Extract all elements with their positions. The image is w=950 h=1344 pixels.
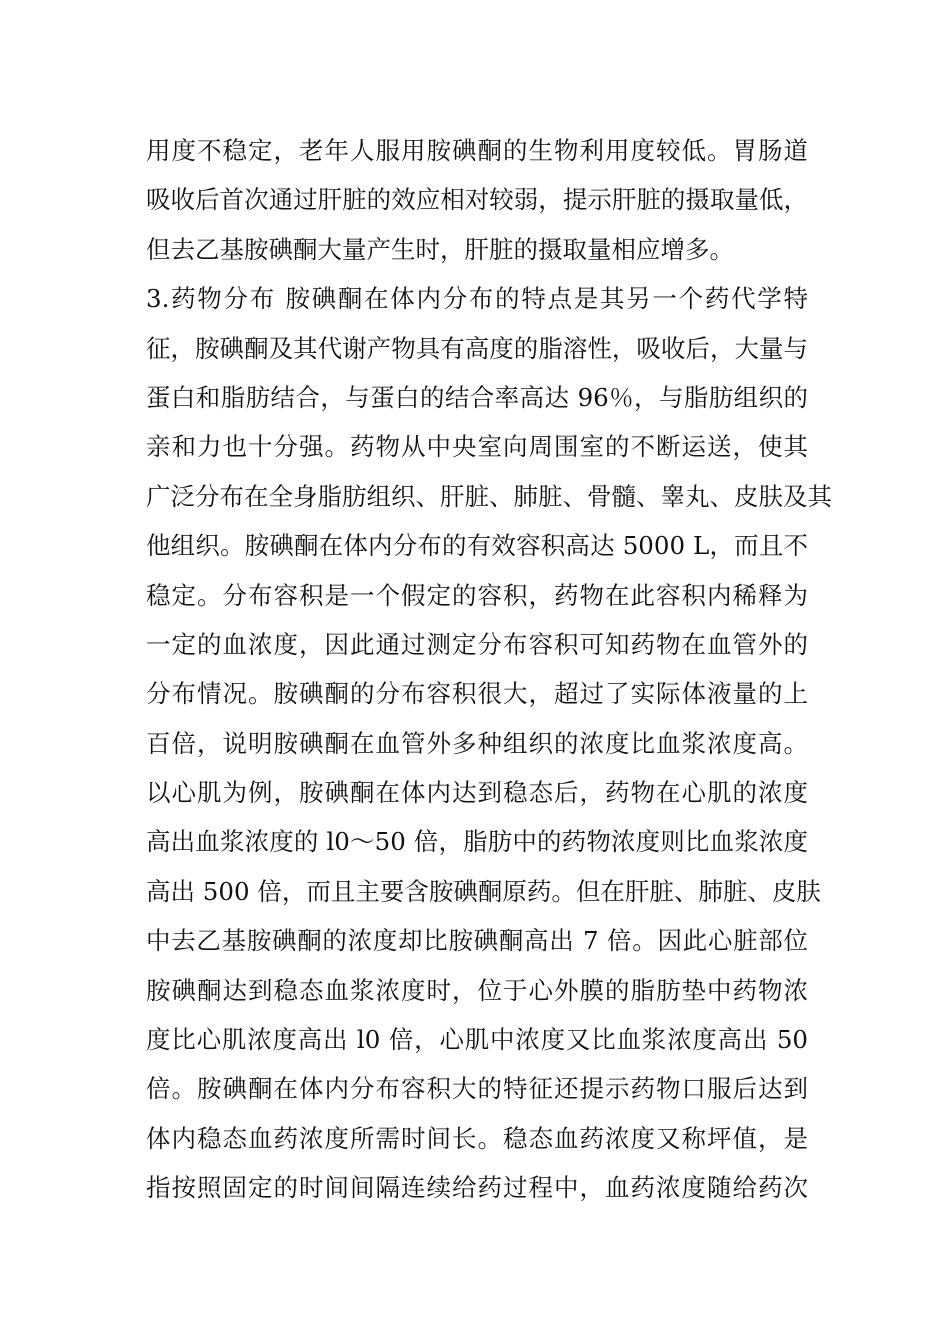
- text-line: 征，胺碘酮及其代谢产物具有高度的脂溶性，吸收后，大量与: [146, 333, 808, 363]
- text-line: 他组织。胺碘酮在体内分布的有效容积高达 5000 L，而且不: [146, 531, 808, 561]
- text-line: 广泛分布在全身脂肪组织、肝脏、肺脏、骨髓、睾丸、皮肤及其: [146, 481, 832, 511]
- text-line: 蛋白和脂肪结合，与蛋白的结合率高达 96％，与脂肪组织的: [146, 382, 808, 412]
- text-line: 中去乙基胺碘酮的浓度却比胺碘酮高出 7 倍。因此心脏部位: [146, 926, 808, 956]
- text-line: 高出 500 倍，而且主要含胺碘酮原药。但在肝脏、肺脏、皮肤: [146, 876, 821, 906]
- text-line: 但去乙基胺碘酮大量产生时，肝脏的摄取量相应增多。: [146, 234, 734, 264]
- text-line: 分布情况。胺碘酮的分布容积很大，超过了实际体液量的上: [146, 679, 808, 709]
- text-line: 胺碘酮达到稳态血浆浓度时，位于心外膜的脂肪垫中药物浓: [146, 975, 808, 1005]
- text-line: 度比心肌浓度高出 l0 倍，心肌中浓度又比血浆浓度高出 50: [146, 1025, 808, 1055]
- text-line: 吸收后首次通过肝脏的效应相对较弱，提示肝脏的摄取量低，: [146, 185, 808, 215]
- text-line: 高出血浆浓度的 l0～50 倍，脂肪中的药物浓度则比血浆浓度: [146, 827, 808, 857]
- text-line: 百倍，说明胺碘酮在血管外多种组织的浓度比血浆浓度高。: [146, 728, 808, 758]
- text-line: 稳定。分布容积是一个假定的容积，药物在此容积内稀释为: [146, 580, 808, 610]
- text-line: 亲和力也十分强。药物从中央室向周围室的不断运送，使其: [146, 432, 808, 462]
- text-line: 一定的血浓度，因此通过测定分布容积可知药物在血管外的: [146, 629, 808, 659]
- body-text: [146, 126, 832, 1213]
- text-line: 3.药物分布 胺碘酮在体内分布的特点是其另一个药代学特: [146, 284, 808, 314]
- text-line: 倍。胺碘酮在体内分布容积大的特征还提示药物口服后达到: [146, 1074, 808, 1104]
- text-line: 以心肌为例，胺碘酮在体内达到稳态后，药物在心肌的浓度: [146, 778, 808, 808]
- text-line: 体内稳态血药浓度所需时间长。稳态血药浓度又称坪值，是: [146, 1123, 808, 1153]
- text-line: 指按照固定的时间间隔连续给药过程中，血药浓度随给药次: [146, 1173, 808, 1203]
- text-line: 用度不稳定，老年人服用胺碘酮的生物利用度较低。胃肠道: [146, 136, 808, 165]
